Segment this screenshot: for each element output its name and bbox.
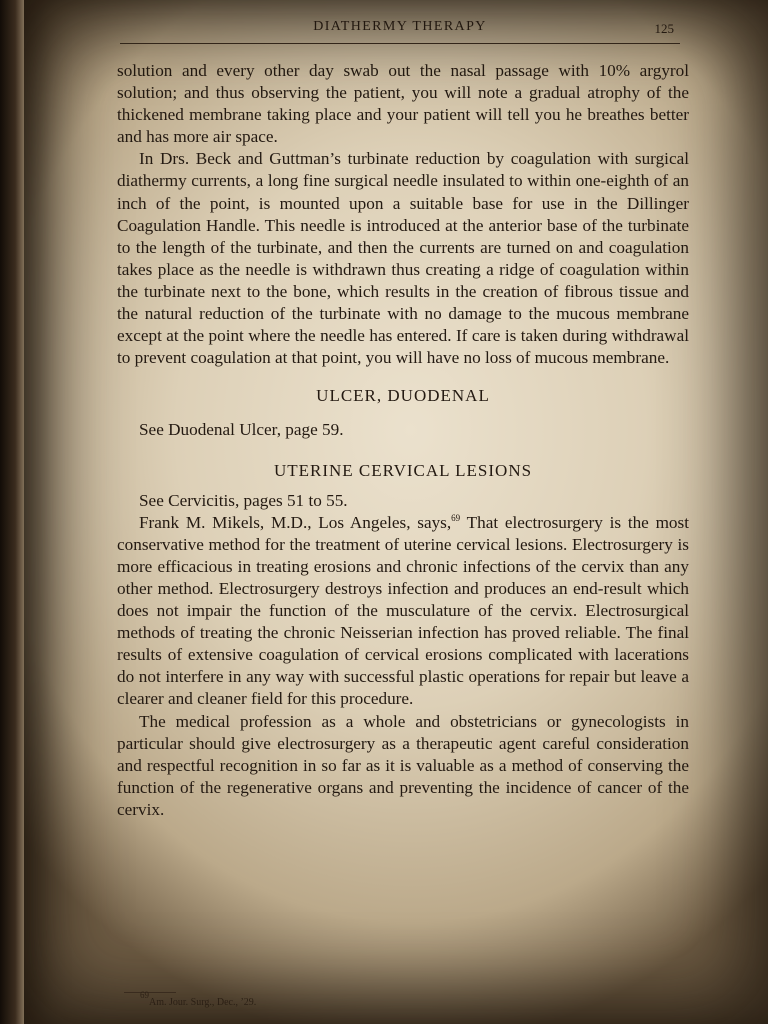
footnote-reference: 69 <box>451 512 461 523</box>
paragraph-mikels-quote <box>117 512 689 711</box>
paragraph-medical-profession: The medical profession as a whole and obstetricians or gynecologists in particular should give electrosurgery as a therapeutic agent careful consideration and respectful recognition in so far as it is valuable as a method of conserving the function of the regenerative organs and preventing the incidence of cancer of the cervix. <box>117 711 689 819</box>
footnote-marker: 69 <box>140 990 149 1000</box>
footnote-rule <box>124 992 176 993</box>
header-rule <box>120 43 680 44</box>
running-head <box>120 18 680 42</box>
page-body <box>117 60 689 821</box>
cross-reference-ulcer: See Duodenal Ulcer, page 59. <box>139 420 344 440</box>
paragraph-turbinate-reduction: In Drs. Beck and Guttman’s turbinate reduction by coagulation with surgical diathermy currents, a long fine surgical needle insulated to within one-eighth of an inch of the point, is mounted upon a suitable base for use in the Dillinger Coagulation Handle. This needle is introduced at the anterior base of the turbinate to the length of the turbinate, and then the currents are turned on and coagulation takes place as the needle is withdrawn thus creating a ridge of coagulation within the turbinate next to the bone, which results in the creation of fibrous tissue and the natural reduction of the turbinate with no damage to the mucous membrane except at the point where the needle has entered. If care is taken during withdrawal to prevent coagulation at that point, you will have no loss of mucous membrane. <box>117 149 689 368</box>
quote-text: That electrosurgery is the most conservative method for the treatment of uterine cervical lesions. Electrosurgery is more efficacious in treating erosions and chronic infections of the cervix than any other method. Electrosurgery destroys infection and produces an end-result which does not impair the function of the musculature of the cervix. Electrosurgical methods of treating the chronic Neisserian infection has proved reliable. The final results of extensive coagulation of cervical erosions complicated with lacerations do not interfere in any way with successful plastic operations for repair but leave a clearer and cleaner field for this procedure. <box>117 512 689 709</box>
paragraph-continuation: solution and every other day swab out the nasal passage with 10% argyrol solution; and thus observing the patient, you will note a gradual atrophy of the thickened membrane taking place and your patient will tell you he breathes better and has more air space. <box>117 61 689 147</box>
book-page <box>24 0 768 1024</box>
cross-reference-cervicitis: See Cervicitis, pages 51 to 55. <box>139 490 348 510</box>
quote-attribution: Frank M. Mikels, M.D., Los Angeles, says, <box>139 512 452 532</box>
section-heading-uterine: UTERINE CERVICAL LESIONS <box>273 460 533 480</box>
header-title: DIATHERMY THERAPY <box>313 19 487 34</box>
section-heading-ulcer: ULCER, DUODENAL <box>316 386 490 406</box>
page-number: 125 <box>654 21 674 36</box>
footnote <box>140 990 257 1008</box>
footnote-text: Am. Jour. Surg., Dec., ’29. <box>149 997 257 1008</box>
